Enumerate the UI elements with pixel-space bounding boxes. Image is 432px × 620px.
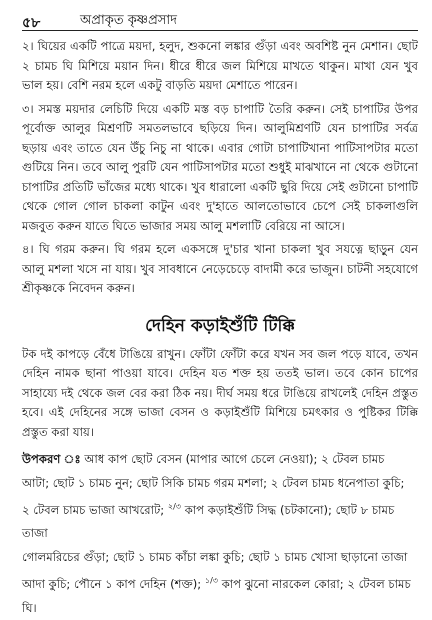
step-3-paragraph: ৩। সমস্ত ময়দার লেচিটি দিয়ে একটি মস্ত বড় চাপাটি তৈরি করুন। সেই চাপাটির উপর পূর্বোক্ত আলুর মিশ্রণটি সমতলভাবে ছড়িয়ে দিন। আলুমিশ্রণটি যেন চাপাটির সর্বত্র ছড়ায় এবং তাতে যেন উঁচু নিচু না থাকে। এবার গোটা চাপাটিখানা পাটিসাপটার মতো গুটিয়ে নিন। তবে আলু পুরটি যেন পাটিসাপটার মতো শুধুই মাঝখানে না থেকে গুটানো চাপাটির প্রতিটি ভাঁজের মধ্যে থাকে। খুব ধারালো একটি ছুরি দিয়ে সেই গুটানো চাপাটি থেকে গোল গোল চাকলা কাটুন এবং দু'হাতে আলতোভাবে চেপে সেই চাকলাগুলি মজবুত করুন যাতে ঘিতে ভাজার সময় আলু মশলাটি বেরিয়ে না আসে। — [22, 101, 418, 233]
ingredients-text: আদা কুচি; পৌনে ১ কাপ দেহিন (শক্ত); — [22, 577, 202, 592]
ingredients-list — [22, 448, 418, 620]
recipe-title: দেহিন কড়াইশুঁটি টিক্কি — [145, 315, 295, 336]
recipe-intro: টক দই কাপড়ে বেঁধে টাঙিয়ে রাখুন। ফোঁটা ফোঁটা করে যখন সব জল পড়ে যাবে, তখন দেহিন নামক ছানা পাওয়া যাবে। দেহিন যত শক্ত হয় ততই ভাল। তবে কোন চাপের সাহায্যে দই থেকে জল বের করা ঠিক নয়। দীর্ঘ সময় ধরে টাঙিয়ে রাখলেই দেহিন প্রস্তুত হবে। এই দেহিনের সঙ্গে ভাজা বেসন ও কড়াইশুঁটি মিশিয়ে চমৎকার ও পুষ্টিকর টিক্কি প্রস্তুত করা যায়। — [22, 346, 418, 439]
page-number: ৫৮ — [22, 15, 41, 31]
ingredients-label: উপকরণ ঃ — [22, 452, 81, 466]
page-header — [22, 0, 418, 31]
ingredients-text: কাপ ঝুনো নারকেল কোরা; ২ টেবল চামচ — [221, 577, 411, 592]
step-2-paragraph: ২। ঘিয়ের একটি পাত্রে ময়দা, হলুদ, শুকনো লঙ্কার গুঁড়া এবং অবশিষ্ট নুন মেশান। ছোট ২ চামচ ঘি মিশিয়ে ময়ান দিন। ধীরে ধীরে জল মিশিয়ে মাখতে থাকুন। মাখা যেন খুব ভাল হয়। বেশি নরম হলে একটু বাড়তি ময়দা মেশাতে পারেন। — [22, 39, 418, 92]
running-title: অপ্রাকৃত কৃষ্ণপ্রসাদ — [80, 13, 177, 28]
ingredients-line: ঘি। — [22, 600, 37, 615]
ingredients-line: আটা; ছোট ১ চামচ নুন; ছোট সিকি চামচ গরম মশলা; ২ টেবল চামচ ধনেপাতা কুচি; — [22, 475, 405, 490]
ingredients-text: আধ কাপ ছোট বেসন (মাপার আগে চেলে নেওয়া); ২ টেবল চামচ — [84, 452, 385, 466]
fraction: ২/৩ — [167, 502, 181, 511]
ingredients-line — [22, 495, 418, 546]
ingredients-text: ২ টেবল চামচ ভাজা আখরোট; — [22, 502, 165, 517]
step-4-paragraph: ৪। ঘি গরম করুন। ঘি গরম হলে একসঙ্গে দু'চার খানা চাকলা খুব সযত্নে ছাড়ুন যেন আলু মশলা খসে না যায়। খুব সাবধানে নেড়েচেড়ে বাদামী করে ভাজুন। চাটনী সহযোগে শ্রীকৃষ্ণকে নিবেদন করুন। — [22, 242, 418, 295]
ingredients-line — [22, 569, 418, 596]
ingredients-text: কাপ কড়াইশুঁটি সিদ্ধ (চটকানো); ছোট ৮ চামচ তাজা — [22, 502, 395, 541]
ingredients-line: গোলমরিচের গুঁড়া; ছোট ১ চামচ কাঁচা লঙ্কা কুচি; ছোট ১ চামচ খোসা ছাড়ানো তাজা — [22, 549, 408, 564]
fraction: ১/৩ — [204, 576, 218, 586]
ingredients-line — [22, 448, 418, 472]
